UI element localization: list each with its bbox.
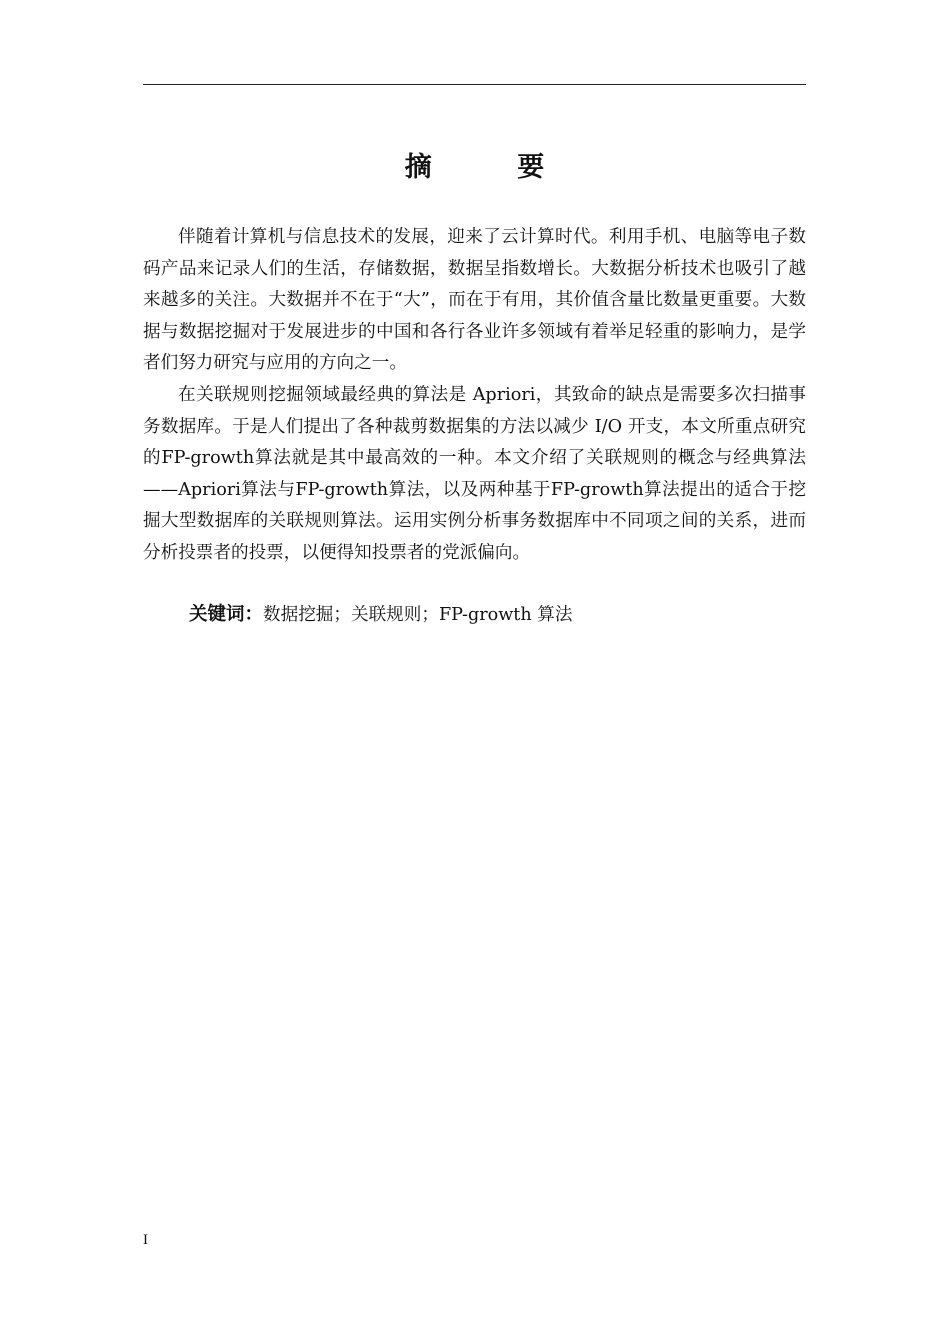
- page-title: 摘 要: [404, 152, 583, 183]
- abstract-body: [143, 222, 806, 570]
- page-number: I: [143, 1232, 148, 1248]
- keywords-text: 数据挖掘；关联规则；FP-growth 算法: [263, 605, 573, 625]
- keywords-line: [189, 599, 573, 631]
- abstract-paragraph-1: 伴随着计算机与信息技术的发展，迎来了云计算时代。利用手机、电脑等电子数码产品来记录人们的生活，存储数据，数据呈指数增长。大数据分析技术也吸引了越来越多的关注。大数据并不在于“大”，而在于有用，其价值含量比数量更重要。大数据与数据挖掘对于发展进步的中国和各行各业许多领域有着举足轻重的影响力，是学者们努力研究与应用的方向之一。: [143, 227, 806, 374]
- header-rule: [143, 84, 806, 85]
- abstract-paragraph-2: 在关联规则挖掘领域最经典的算法是 Apriori，其致命的缺点是需要多次扫描事务数据库。于是人们提出了各种裁剪数据集的方法以减少 I/O 开支，本文所重点研究的FP-growth算法就是其中最高效的一种。本文介绍了关联规则的概念与经典算法——Apriori算法与FP-growth算法，以及两种基于FP-growth算法提出的适合于挖掘大型数据库的关联规则算法。运用实例分析事务数据库中不同项之间的关系，进而分析投票者的投票，以便得知投票者的党派偏向。: [143, 384, 806, 563]
- keywords-label: 关键词：: [189, 604, 264, 625]
